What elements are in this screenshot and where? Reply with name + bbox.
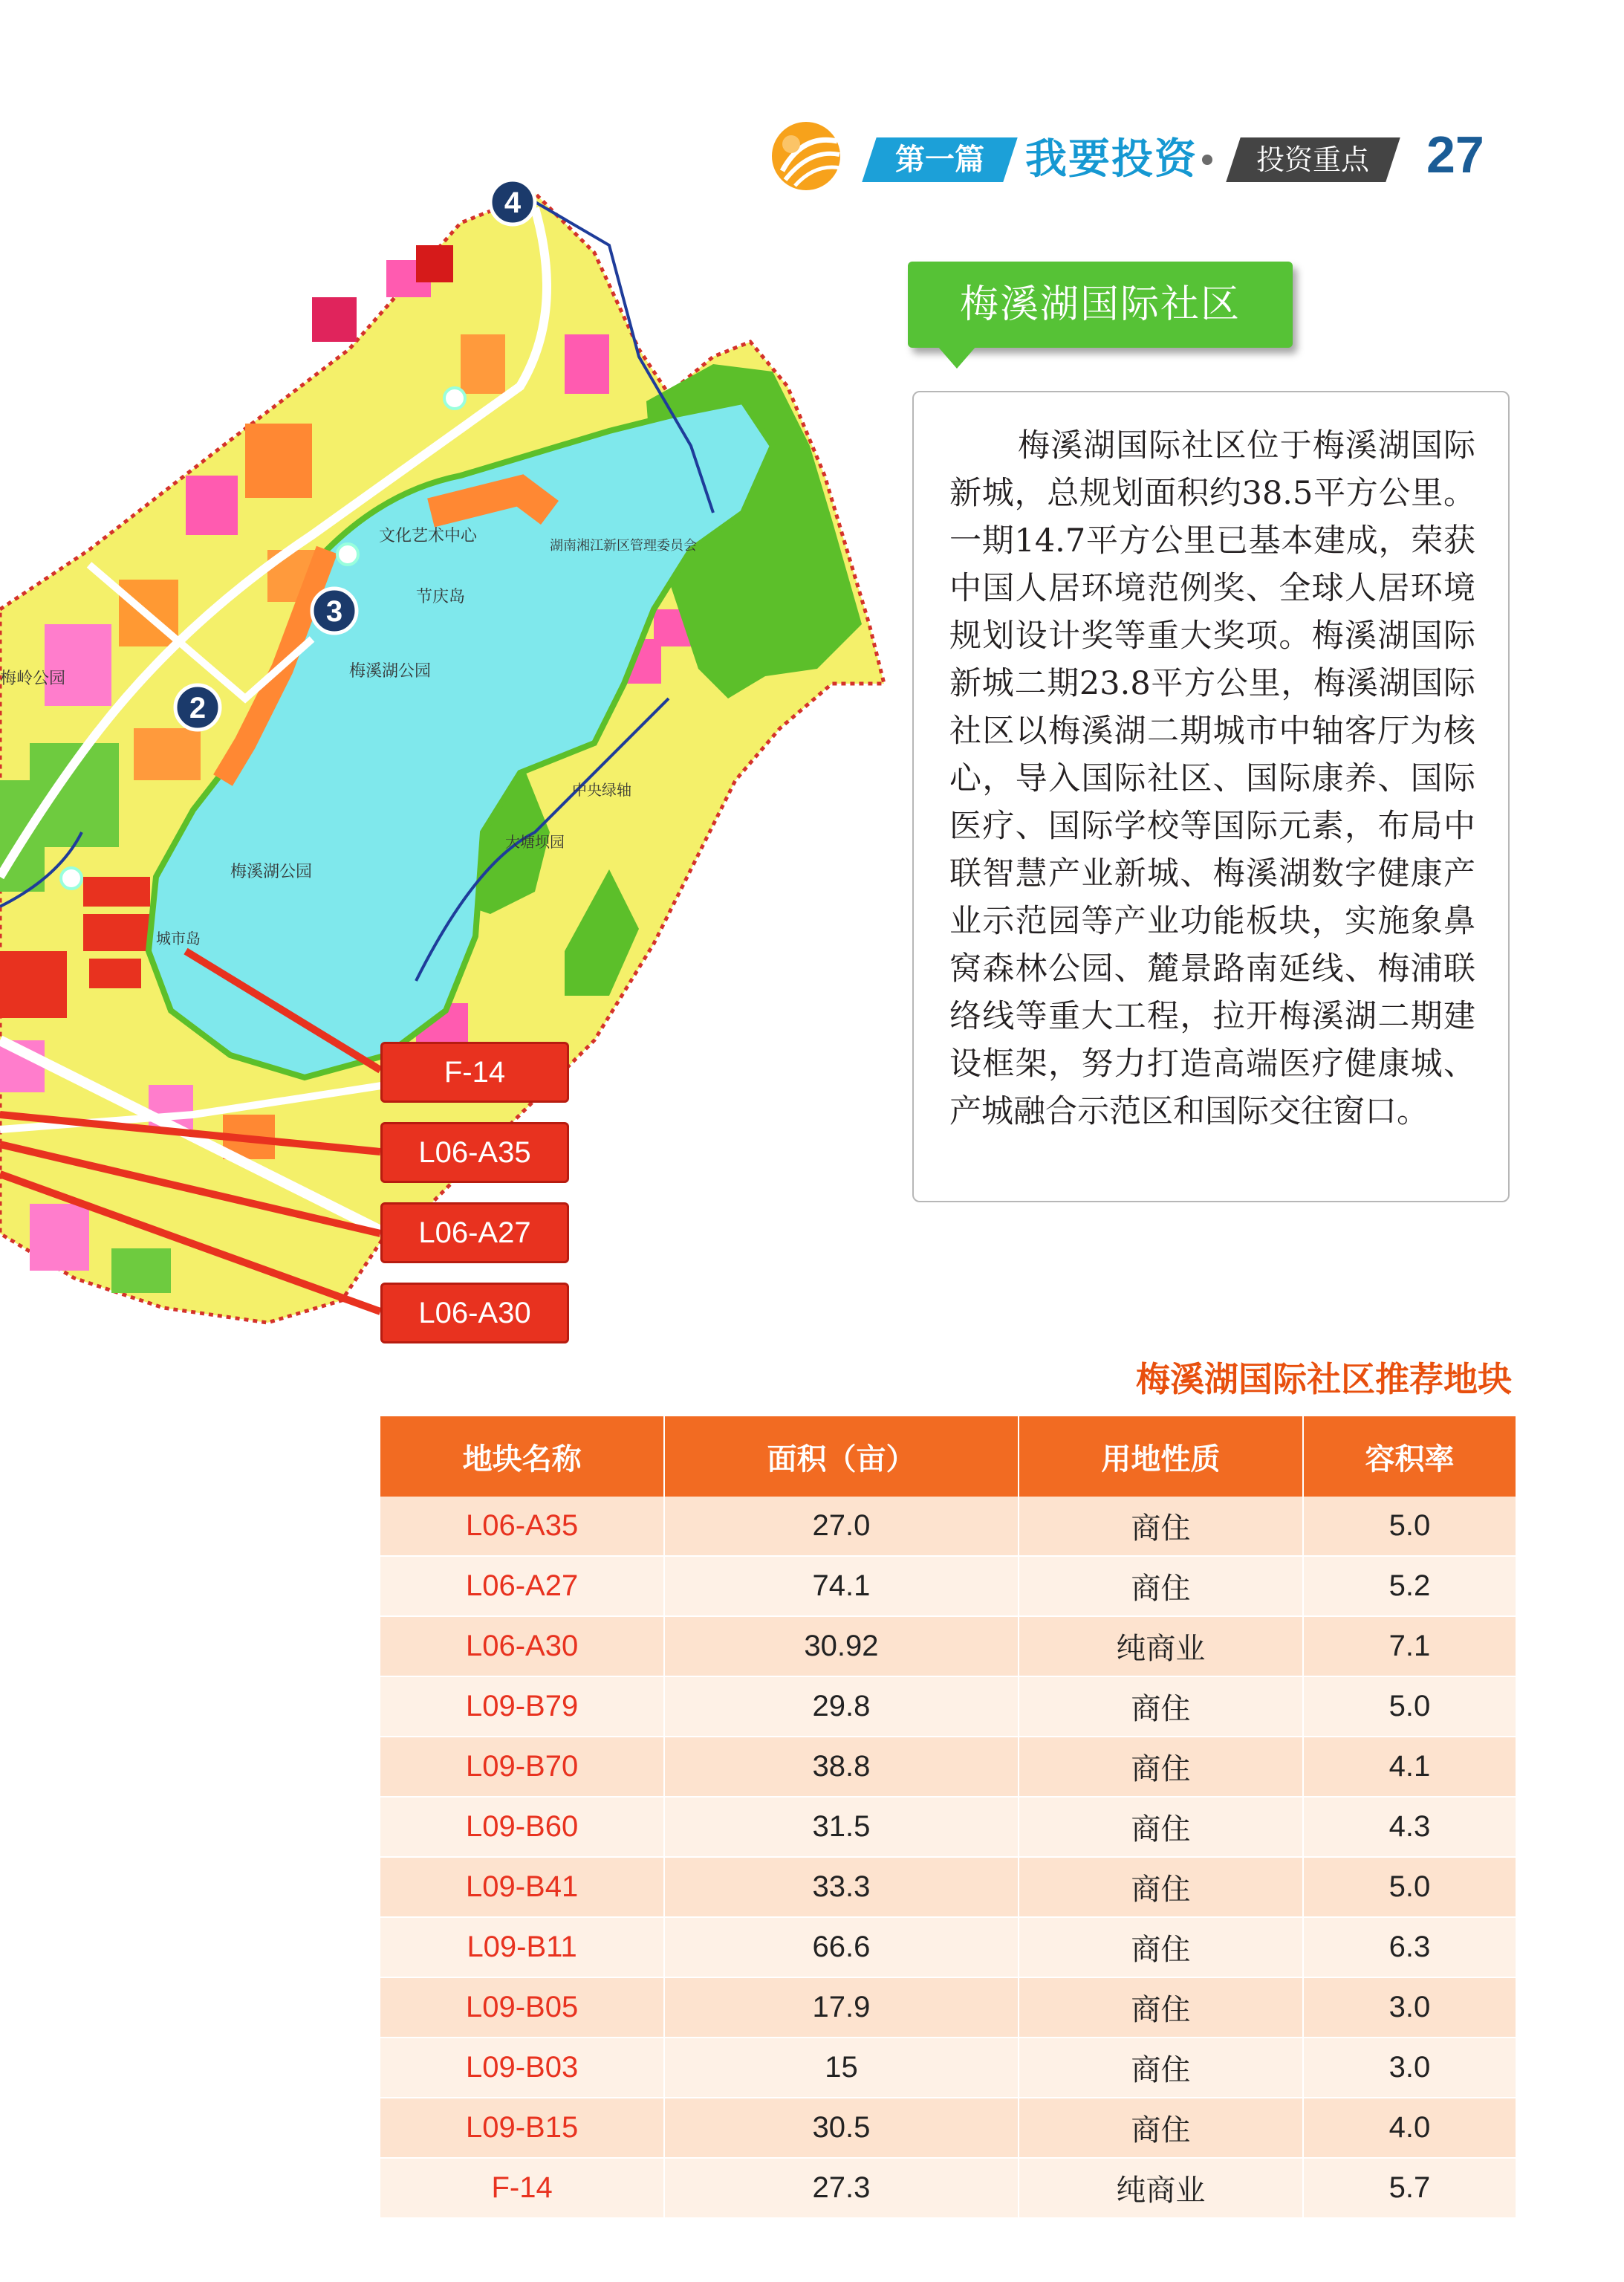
cell-area: 27.0 [665,1497,1019,1557]
section-title-pill: 梅溪湖国际社区 [908,262,1293,348]
table-row [380,1737,1516,1798]
cell-far: 6.3 [1304,1918,1516,1978]
table-row [380,1677,1516,1737]
separator-dot [1202,155,1212,165]
label-committee: 湖南湘江新区管理委员会 [550,538,697,554]
cell-area: 33.3 [665,1858,1019,1918]
cell-area: 17.9 [665,1978,1019,2038]
svg-text:2: 2 [189,692,207,725]
table-row [380,1798,1516,1858]
table-row [380,1497,1516,1557]
table-caption: 梅溪湖国际社区推荐地块 [1136,1359,1512,1399]
marker-4 [490,180,535,224]
cell-far: 4.0 [1304,2098,1516,2159]
table-body [380,1497,1516,2219]
table-row [380,1557,1516,1617]
cell-far: 5.2 [1304,1557,1516,1617]
col-header-land-use: 用地性质 [1019,1416,1304,1497]
cell-plot-name: L09-B79 [380,1677,665,1737]
cell-plot-name: L06-A30 [380,1617,665,1677]
cell-far: 3.0 [1304,1978,1516,2038]
cell-plot-name: L06-A27 [380,1557,665,1617]
cell-far: 7.1 [1304,1617,1516,1677]
section-tag: 投资重点 [1226,137,1400,182]
cell-area: 38.8 [665,1737,1019,1798]
callout-l06-a27: L06-A27 [380,1202,569,1263]
cell-land-use: 商住 [1019,1497,1304,1557]
cell-area: 66.6 [665,1918,1019,1978]
table-header-row [380,1416,1516,1497]
cell-land-use: 商住 [1019,1918,1304,1978]
cell-plot-name: L09-B03 [380,2038,665,2098]
pill-pointer [938,346,976,369]
svg-text:4: 4 [504,187,522,219]
label-central-green: 中央绿轴 [572,781,631,799]
cell-land-use: 商住 [1019,1737,1304,1798]
cell-plot-name: L09-B15 [380,2098,665,2159]
cell-far: 4.3 [1304,1798,1516,1858]
cell-area: 30.5 [665,2098,1019,2159]
cell-area: 15 [665,2038,1019,2098]
label-festival-island: 节庆岛 [416,588,466,606]
cell-plot-name: L09-B05 [380,1978,665,2038]
label-meiling-park: 梅岭公园 [0,670,66,688]
cell-far: 5.0 [1304,1677,1516,1737]
cell-plot-name: L09-B11 [380,1918,665,1978]
cell-land-use: 商住 [1019,2038,1304,2098]
table-row [380,1858,1516,1918]
chapter-title: 我要投资 [1025,135,1198,184]
cell-far: 5.7 [1304,2159,1516,2219]
cell-area: 27.3 [665,2159,1019,2219]
cell-plot-name: L09-B41 [380,1858,665,1918]
cell-land-use: 商住 [1019,2098,1304,2159]
table-row [380,2159,1516,2219]
table-row [380,1617,1516,1677]
cell-far: 3.0 [1304,2038,1516,2098]
cell-far: 5.0 [1304,1858,1516,1918]
label-cultural-center: 文化艺术中心 [379,527,478,545]
cell-land-use: 商住 [1019,1798,1304,1858]
cell-area: 29.8 [665,1677,1019,1737]
table-row [380,1978,1516,2038]
label-daxun-park: 大塘坝园 [505,833,565,851]
marker-3 [312,589,357,633]
col-header-far: 容积率 [1304,1416,1516,1497]
cell-plot-name: L06-A35 [380,1497,665,1557]
cell-plot-name: L09-B60 [380,1798,665,1858]
cell-land-use: 商住 [1019,1978,1304,2038]
label-lake-park-2: 梅溪湖公园 [230,863,313,881]
col-header-plot-name: 地块名称 [380,1416,665,1497]
page-number: 27 [1426,126,1484,184]
planning-map [0,163,906,1352]
table-row [380,1918,1516,1978]
label-lake-park-1: 梅溪湖公园 [349,662,432,681]
svg-text:3: 3 [325,595,343,628]
cell-plot-name: F-14 [380,2159,665,2219]
table-row [380,2038,1516,2098]
cell-land-use: 商住 [1019,1557,1304,1617]
cell-area: 74.1 [665,1557,1019,1617]
cell-land-use: 纯商业 [1019,2159,1304,2219]
cell-plot-name: L09-B70 [380,1737,665,1798]
col-header-area: 面积（亩） [665,1416,1019,1497]
cell-area: 31.5 [665,1798,1019,1858]
callout-l06-a35: L06-A35 [380,1122,569,1183]
marker-2 [175,685,220,730]
chapter-tag: 第一篇 [862,137,1017,182]
recommended-plots-table [380,1416,1516,2219]
cell-land-use: 商住 [1019,1858,1304,1918]
label-city-island: 城市岛 [156,930,201,947]
cell-land-use: 商住 [1019,1677,1304,1737]
table-row [380,2098,1516,2159]
cell-far: 5.0 [1304,1497,1516,1557]
cell-land-use: 纯商业 [1019,1617,1304,1677]
callout-f14: F-14 [380,1042,569,1103]
cell-area: 30.92 [665,1617,1019,1677]
intro-textbox: 梅溪湖国际社区位于梅溪湖国际新城，总规划面积约38.5平方公里。一期14.7平方公里已基本建成，荣获中国人居环境范例奖、全球人居环境规划设计奖等重大奖项。梅溪湖国际新城二期23.8平方公里，梅溪湖国际社区以梅溪湖二期城市中轴客厅为核心，导入国际社区、国际康养、国际医疗、国际学校等国际元素，布局中联智慧产业新城、梅溪湖数字健康产业示范园等产业功能板块，实施象鼻窝森林公园、麓景路南延线、梅浦联络线等重大工程，拉开梅溪湖二期建设框架，努力打造高端医疗健康城、产城融合示范区和国际交往窗口。 [912,391,1510,1202]
cell-far: 4.1 [1304,1737,1516,1798]
callout-l06-a30: L06-A30 [380,1283,569,1343]
